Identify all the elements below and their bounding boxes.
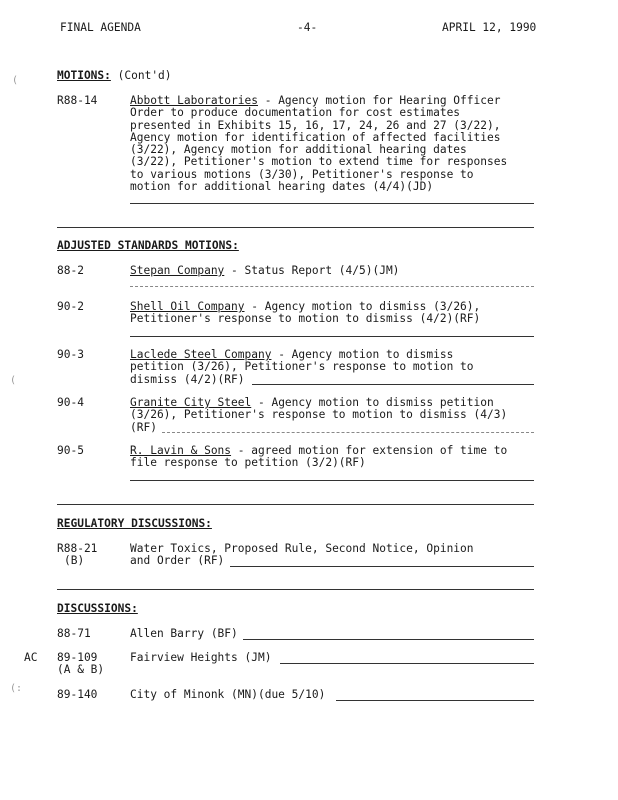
item-title: Stepan Company xyxy=(130,264,225,277)
item-text: Stepan Company - Status Report (4/5)(JM) xyxy=(130,264,400,277)
signature-line xyxy=(130,480,534,481)
section-heading: ADJUSTED STANDARDS MOTIONS: xyxy=(57,239,239,252)
item-number: R88-14 xyxy=(57,94,98,107)
item-title: Granite City Steel xyxy=(130,396,252,409)
item-text: City of Minonk (MN)(due 5/10) xyxy=(130,688,326,701)
item-number: 89-109 xyxy=(57,651,98,664)
section-heading: REGULATORY DISCUSSIONS: xyxy=(57,517,212,530)
item-text: Shell Oil Company - Agency motion to dismiss (3/26), Petitioner's response to motion to dismiss (4/2)(RF) xyxy=(130,300,481,326)
item-number: 90-2 xyxy=(57,300,84,313)
signature-line xyxy=(230,566,534,567)
item-sub: (A & B) xyxy=(57,663,105,676)
signature-line xyxy=(130,203,534,204)
item-title: Shell Oil Company xyxy=(130,300,245,313)
item-text: Allen Barry (BF) xyxy=(130,627,238,640)
item-number: 88-71 xyxy=(57,627,91,640)
item-number: 89-140 xyxy=(57,688,98,701)
item-number: 90-5 xyxy=(57,444,84,457)
hole-punch-mark: (: xyxy=(10,683,23,694)
section-divider xyxy=(57,504,534,505)
item-number: 90-3 xyxy=(57,348,84,361)
signature-line xyxy=(252,384,534,385)
signature-line xyxy=(130,286,534,287)
item-text: Water Toxics, Proposed Rule, Second Notice, Opinion and Order (RF) xyxy=(130,542,474,568)
header-left: FINAL AGENDA xyxy=(60,21,141,34)
section-motions xyxy=(57,70,172,82)
hole-punch-mark: ( xyxy=(12,75,19,86)
item-text: Abbott Laboratories - Agency motion for Hearing Officer Order to produce documentation for cost estimates presented in Exhibits 15, 16, 17, 24, 26 and 27 (3/22), Agency motion for identification of affected facilities (3/22), Agency motion for additional hearing dates (3/22), Petitioner's motion to extend time for responses to various motions (3/30), Petitioner's response to motion for additional hearing dates (4/4)(JD) xyxy=(130,94,508,194)
item-number: R88-21 xyxy=(57,542,98,555)
hole-punch-mark: ( xyxy=(10,375,17,386)
signature-line xyxy=(280,663,534,664)
item-text: Laclede Steel Company - Agency motion to dismiss petition (3/26), Petitioner's response to motion to dismiss (4/2)(RF) xyxy=(130,348,474,386)
signature-line xyxy=(130,336,534,337)
signature-line xyxy=(243,639,534,640)
item-text: Fairview Heights (JM) xyxy=(130,651,272,664)
page-number: -4- xyxy=(297,21,318,34)
section-divider xyxy=(57,589,534,590)
item-number: 90-4 xyxy=(57,396,84,409)
section-heading: MOTIONS: xyxy=(57,69,111,82)
signature-line xyxy=(336,700,534,701)
item-title: Laclede Steel Company xyxy=(130,348,272,361)
item-number: 88-2 xyxy=(57,264,84,277)
margin-mark: AC xyxy=(24,651,38,664)
header-date: APRIL 12, 1990 xyxy=(442,21,537,34)
section-heading: DISCUSSIONS: xyxy=(57,602,138,615)
item-text: Granite City Steel - Agency motion to dismiss petition (3/26), Petitioner's response to motion to dismiss (4/3) (RF) xyxy=(130,396,508,434)
item-title: Abbott Laboratories xyxy=(130,94,258,107)
item-sub: (B) xyxy=(64,554,85,567)
section-divider xyxy=(57,227,534,228)
item-text: R. Lavin & Sons - agreed motion for extension of time to file response to petition (3/2)(RF) xyxy=(130,444,508,470)
signature-line xyxy=(162,432,534,433)
item-title: R. Lavin & Sons xyxy=(130,444,232,457)
section-cont: (Cont'd) xyxy=(117,69,172,82)
